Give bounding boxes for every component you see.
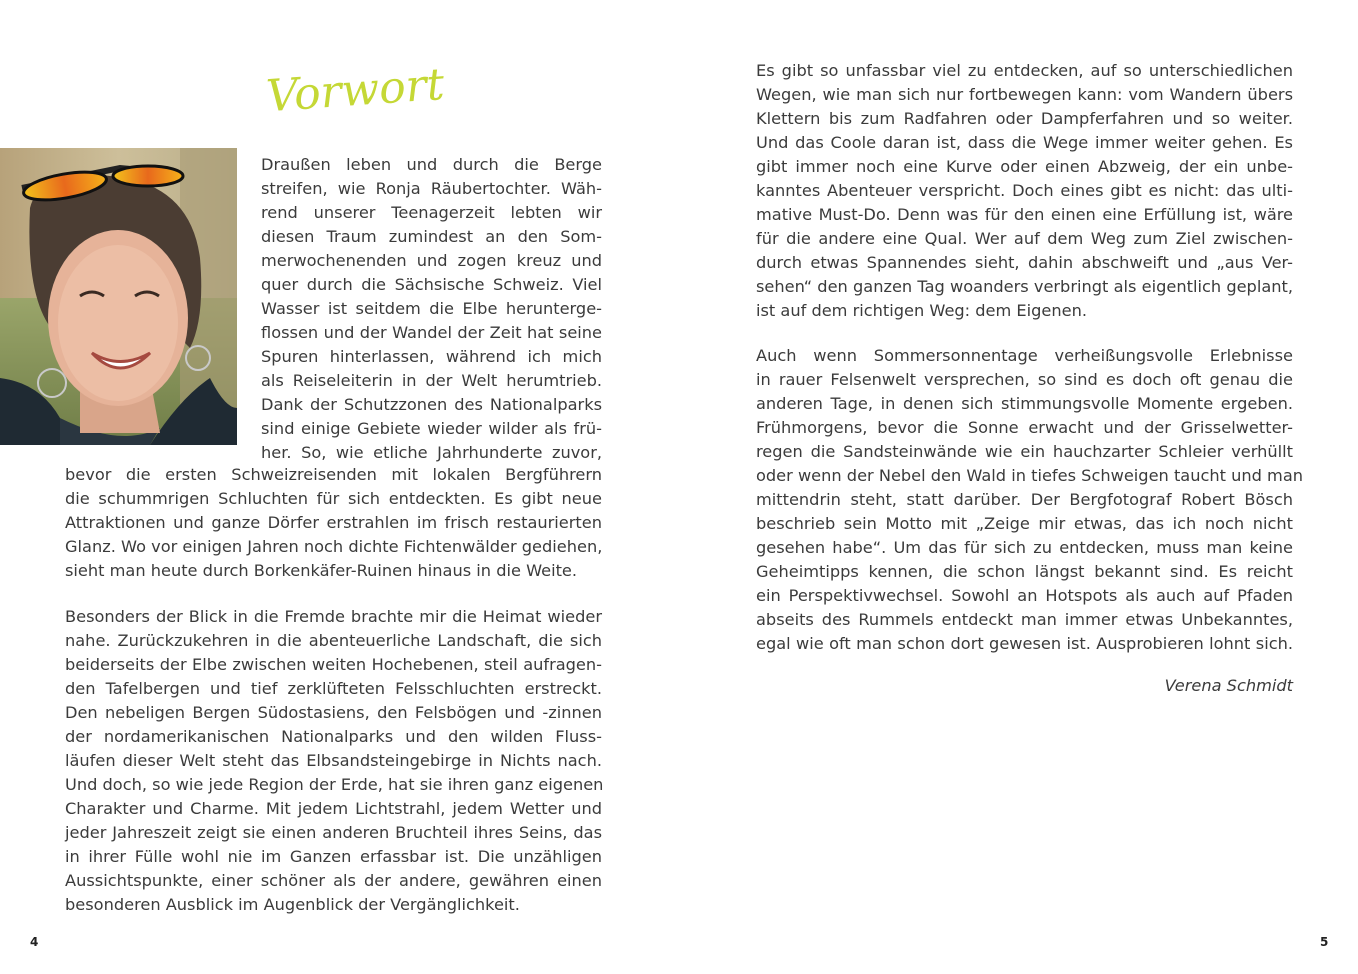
text-line: den Tafelbergen und tief zerklüfteten Felsschluchten erstreckt.	[65, 679, 602, 698]
text-line: mative Must-Do. Denn was für den einen eine Erfüllung ist, wäre	[756, 205, 1293, 224]
left-column-continuation	[65, 465, 602, 585]
text-line: bevor die ersten Schweizreisenden mit lokalen Bergführern	[65, 465, 602, 484]
text-line: Den nebeligen Bergen Südostasiens, den Felsbögen und -zinnen	[65, 703, 602, 722]
text-line: streifen, wie Ronja Räubertochter. Wäh-	[261, 179, 602, 198]
text-line: in ihrer Fülle wohl nie im Ganzen erfassbar ist. Die unzähligen	[65, 847, 602, 866]
text-line: sieht man heute durch Borkenkäfer-Ruinen hinaus in die Weite.	[65, 561, 578, 580]
text-line: Frühmorgens, bevor die Sonne erwacht und der Grisselwetter-	[756, 418, 1293, 437]
left-column-paragraph-2	[65, 607, 602, 927]
text-line: quer durch die Sächsische Schweiz. Viel	[261, 275, 602, 294]
heading-lettering	[262, 48, 446, 130]
text-line: gesehen habe“. Um das für sich zu entdecken, muss man keine	[756, 538, 1293, 557]
text-line: besonderen Ausblick im Augenblick der Vergänglichkeit.	[65, 895, 520, 914]
text-line: Und das Coole daran ist, dass die Wege immer weiter gehen. Es	[756, 133, 1293, 152]
text-line: diesen Traum zumindest an den Som-	[261, 227, 602, 246]
text-line: Glanz. Wo vor einigen Jahren noch dichte Fichtenwälder gediehen,	[65, 537, 603, 556]
text-line: die schummrigen Schluchten für sich entdeckten. Es gibt neue	[65, 489, 602, 508]
right-column-paragraph-1	[756, 61, 1293, 331]
text-line: der nordamerikanischen Nationalparks und den wilden Fluss-	[65, 727, 602, 746]
text-line: beiderseits der Elbe zwischen weiten Hochebenen, steil aufragen-	[65, 655, 602, 674]
text-line: regen die Sandsteinwände wie ein hauchzarter Schleier verhüllt	[756, 442, 1293, 461]
text-line: sind einige Gebiete wieder wilder als frü-	[261, 419, 602, 438]
portrait-image	[0, 148, 237, 445]
text-line: gibt immer noch eine Kurve oder einen Abzweig, der ein unbe-	[756, 157, 1293, 176]
text-line: beschrieb sein Motto mit „Zeige mir etwas, das ich noch nicht	[756, 514, 1293, 533]
text-line: Wasser ist seitdem die Elbe herunterge-	[261, 299, 602, 318]
text-line: egal wie oft man schon dort gewesen ist. Ausprobieren lohnt sich.	[756, 634, 1293, 653]
text-line: Geheimtipps kennen, die schon längst bekannt sind. Es reicht	[756, 562, 1293, 581]
text-line: Charakter und Charme. Mit jedem Lichtstrahl, jedem Wetter und	[65, 799, 602, 818]
text-line: Klettern bis zum Radfahren oder Dampferfahren und so weiter.	[756, 109, 1293, 128]
text-line: Auch wenn Sommersonnentage verheißungsvolle Erlebnisse	[756, 346, 1293, 365]
chapter-heading	[262, 48, 446, 130]
text-line: Draußen leben und durch die Berge	[261, 155, 602, 174]
author-photo	[0, 148, 237, 445]
text-line: Wegen, wie man sich nur fortbewegen kann: vom Wandern übers	[756, 85, 1293, 104]
text-line: anderen Tage, in denen sich stimmungsvolle Momente ergeben.	[756, 394, 1293, 413]
text-line: für die andere eine Qual. Wer auf dem Weg zum Ziel zwischen-	[756, 229, 1293, 248]
text-line: ist auf dem richtigen Weg: dem Eigenen.	[756, 301, 1088, 320]
right-column-paragraph-2	[756, 346, 1304, 666]
text-line: merwochenenden und zogen kreuz und	[261, 251, 602, 270]
text-line: abseits des Rummels entdeckt man immer etwas Unbekanntes,	[756, 610, 1293, 629]
page-number-right: 5	[1320, 935, 1329, 949]
text-line: Attraktionen und ganze Dörfer erstrahlen im frisch restaurierten	[65, 513, 602, 532]
text-line: flossen und der Wandel der Zeit hat seine	[261, 323, 602, 342]
text-line: durch etwas Spannendes sieht, dahin abschweift und „aus Ver-	[756, 253, 1293, 272]
text-line: Besonders der Blick in die Fremde brachte mir die Heimat wieder	[65, 607, 602, 626]
left-column-intro	[261, 155, 602, 462]
text-line: Es gibt so unfassbar viel zu entdecken, auf so unterschiedlichen	[756, 61, 1293, 80]
text-line: nahe. Zurückzukehren in die abenteuerliche Landschaft, die sich	[65, 631, 602, 650]
text-line: oder wenn der Nebel den Wald in tiefes Schweigen taucht und man	[756, 466, 1304, 485]
text-line: mittendrin steht, statt darüber. Der Bergfotograf Robert Bösch	[756, 490, 1293, 509]
text-line: kanntes Abenteuer verspricht. Doch eines gibt es nicht: das ulti-	[756, 181, 1293, 200]
text-line: Und doch, so wie jede Region der Erde, hat sie ihren ganz eigenen	[65, 775, 604, 794]
text-line: ein Perspektivwechsel. Sowohl an Hotspots als auch auf Pfaden	[756, 586, 1293, 605]
text-line: Dank der Schutzzonen des Nationalparks	[261, 395, 602, 414]
text-line: rend unserer Teenagerzeit lebten wir	[261, 203, 602, 222]
text-line: Aussichtspunkte, einer schöner als der andere, gewähren einen	[65, 871, 602, 890]
author-signature: Verena Schmidt	[1164, 676, 1293, 695]
text-line: in rauer Felsenwelt versprechen, so sind es doch oft genau die	[756, 370, 1293, 389]
text-line: läufen dieser Welt steht das Elbsandsteingebirge in Nichts nach.	[65, 751, 602, 770]
page-number-left: 4	[30, 935, 39, 949]
heading-text: Vorwort	[264, 58, 446, 123]
text-line: sehen“ den ganzen Tag woanders verbringt als eigentlich geplant,	[756, 277, 1293, 296]
text-line: jeder Jahreszeit zeigt sie einen anderen Bruchteil ihres Seins, das	[65, 823, 602, 842]
text-line: Spuren hinterlassen, während ich mich	[261, 347, 602, 366]
text-line: als Reiseleiterin in der Welt herumtrieb.	[261, 371, 602, 390]
text-line: her. So, wie etliche Jahrhunderte zuvor,	[261, 443, 602, 462]
